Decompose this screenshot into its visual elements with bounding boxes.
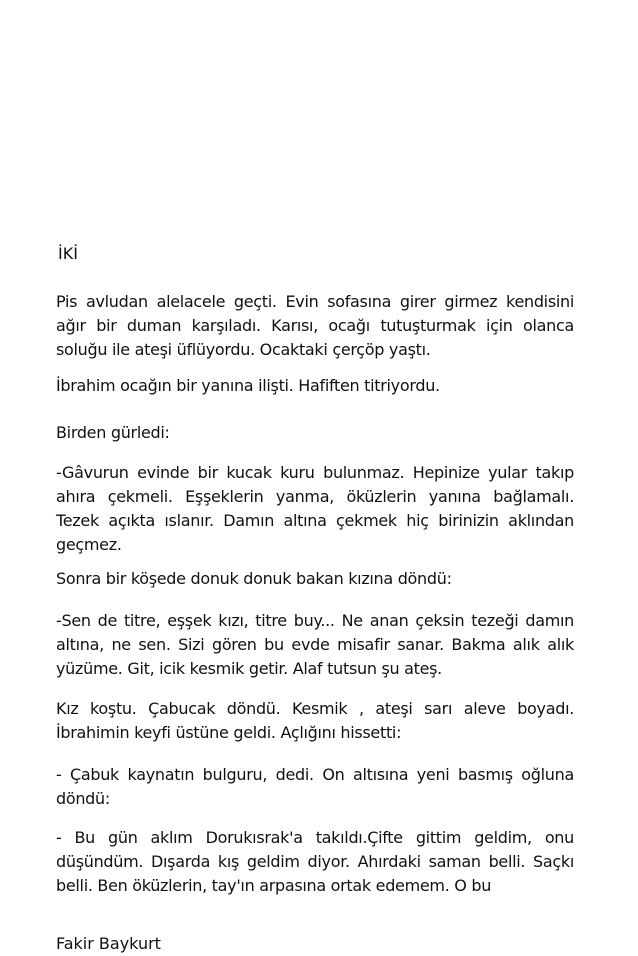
paragraph-1: Pis avludan alelacele geçti. Evin sofasına girer girmez kendisini ağır bir duman karşıladı. Karısı, ocağı tutuşturmak için olanca soluğu ile ateşi üflüyordu. Ocaktaki çerçöp yaştı. bbox=[56, 292, 574, 359]
paragraph-3: Birden gürledi: bbox=[56, 423, 170, 442]
chapter-heading: İKİ bbox=[58, 244, 78, 263]
paragraph-2: İbrahim ocağın bir yanına ilişti. Hafiften titriyordu. bbox=[56, 376, 440, 395]
paragraph-6: -Sen de titre, eşşek kızı, titre buy... Ne anan çeksin tezeği damın altına, ne sen. Sizi gören bu evde misafir sanar. Bakma alık alık yüzüme. Git, icik kesmik getir. Alaf tutsun şu ateş. bbox=[56, 611, 574, 678]
paragraph-5: Sonra bir köşede donuk donuk bakan kızına döndü: bbox=[56, 569, 452, 588]
paragraph-7: Kız koştu. Çabucak döndü. Kesmik , ateşi sarı aleve boyadı. İbrahimin keyfi üstüne geldi. Açlığını hissetti: bbox=[56, 699, 574, 742]
paragraph-4: -Gâvurun evinde bir kucak kuru bulunmaz. Hepinize yular takıp ahıra çekmeli. Eşşeklerin yanma, öküzlerin yanına bağlamalı. Tezek açıkta ıslanır. Damın altına çekmek hiç birinizin aklından geçmez. bbox=[56, 463, 574, 554]
page-footer-author: Fakir Baykurt bbox=[56, 934, 161, 953]
paragraph-8: - Çabuk kaynatın bulguru, dedi. On altısına yeni basmış oğluna döndü: bbox=[56, 765, 574, 808]
paragraph-9: - Bu gün aklım Dorukısrak'a takıldı.Çifte gittim geldim, onu düşündüm. Dışarda kış geldim diyor. Ahırdaki saman belli. Saçkı belli. Ben öküzlerin, tay'ın arpasına ortak edemem. O bu bbox=[56, 828, 574, 895]
